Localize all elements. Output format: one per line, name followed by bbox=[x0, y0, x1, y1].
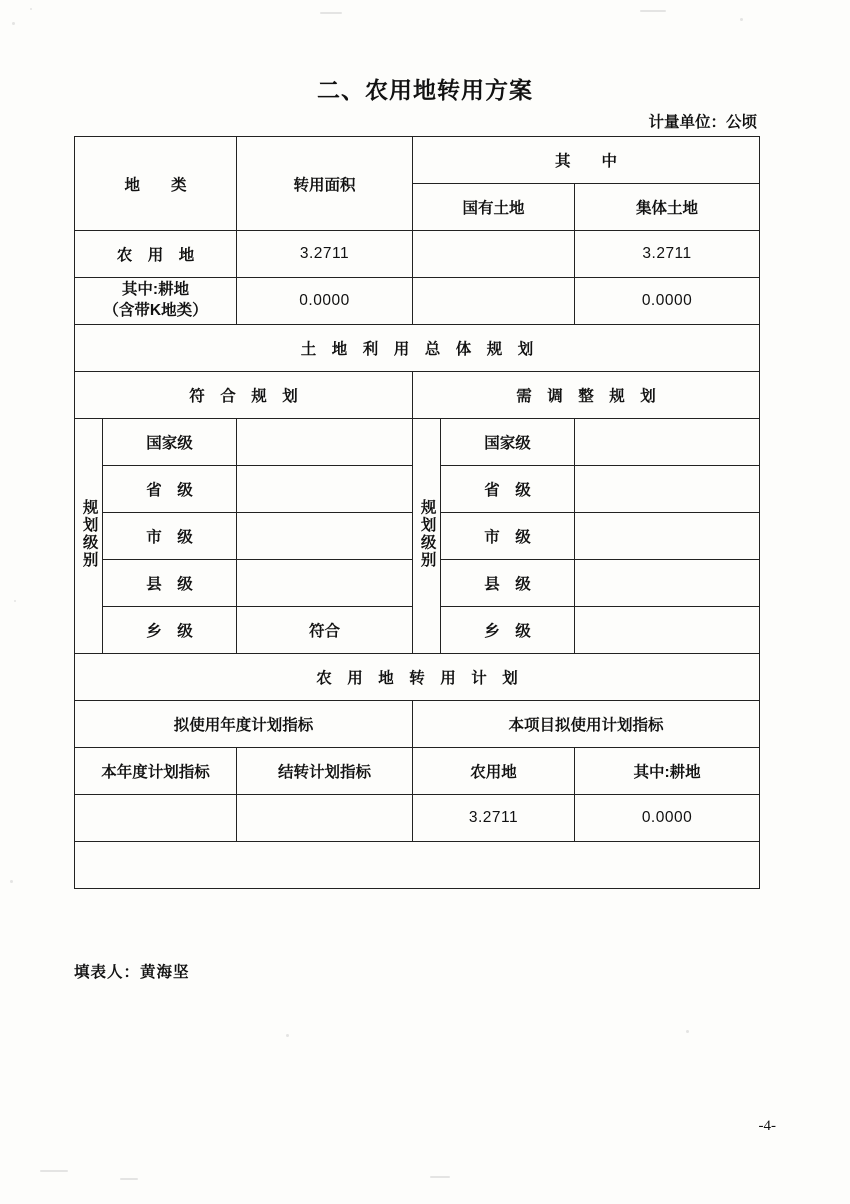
scan-speckle bbox=[320, 12, 342, 14]
label-plan-level-right: 规划级别 bbox=[413, 419, 441, 654]
notes-row bbox=[75, 842, 760, 889]
label-plan-level-left: 规划级别 bbox=[75, 419, 103, 654]
quota-value-row bbox=[75, 795, 760, 842]
banner-conversion-quota: 农 用 地 转 用 计 划 bbox=[75, 654, 760, 701]
form-filler-name: 填表人：黄海坚 bbox=[74, 964, 190, 981]
level-name-township-right: 乡 级 bbox=[441, 607, 575, 654]
level-name-national-left: 国家级 bbox=[103, 419, 237, 466]
level-value-provincial-right bbox=[575, 466, 760, 513]
level-value-municipal-right bbox=[575, 513, 760, 560]
scan-speckle bbox=[10, 880, 13, 883]
quota-header-row bbox=[75, 748, 760, 795]
section-banner-row bbox=[75, 325, 760, 372]
header-collective-land: 集体土地 bbox=[575, 184, 760, 231]
scan-speckle bbox=[12, 22, 15, 25]
header-land-type: 地 类 bbox=[75, 137, 237, 231]
cell-area-cultivated: 0.0000 bbox=[237, 278, 413, 325]
quota-subtitle-row bbox=[75, 701, 760, 748]
quota-value-agricultural-land: 3.2711 bbox=[413, 795, 575, 842]
level-name-county-left: 县 级 bbox=[103, 560, 237, 607]
unit-label: 计量单位：公顷 bbox=[648, 114, 757, 131]
header-state-owned-land: 国有土地 bbox=[413, 184, 575, 231]
quota-col-current-year: 本年度计划指标 bbox=[75, 748, 237, 795]
subtitle-project-quota: 本项目拟使用计划指标 bbox=[413, 701, 760, 748]
page-title: 二、农用地转用方案 bbox=[317, 77, 533, 103]
row-label-cultivated-line1: 其中:耕地 bbox=[121, 281, 190, 299]
table-row bbox=[75, 231, 760, 278]
scan-speckle bbox=[120, 1178, 138, 1180]
land-conversion-table bbox=[74, 136, 760, 889]
level-value-national-right bbox=[575, 419, 760, 466]
level-name-municipal-right: 市 级 bbox=[441, 513, 575, 560]
scan-speckle bbox=[14, 600, 16, 602]
level-value-county-left bbox=[237, 560, 413, 607]
quota-col-agricultural-land: 农用地 bbox=[413, 748, 575, 795]
row-label-agricultural-land: 农 用 地 bbox=[75, 231, 237, 278]
level-value-provincial-left bbox=[237, 466, 413, 513]
section-banner-row bbox=[75, 654, 760, 701]
quota-col-carryover: 结转计划指标 bbox=[237, 748, 413, 795]
header-among-which: 其 中 bbox=[413, 137, 760, 184]
level-name-provincial-right: 省 级 bbox=[441, 466, 575, 513]
level-name-national-right: 国家级 bbox=[441, 419, 575, 466]
plan-level-row bbox=[75, 419, 760, 466]
cell-state-owned-cultivated bbox=[413, 278, 575, 325]
level-name-county-right: 县 级 bbox=[441, 560, 575, 607]
scan-speckle bbox=[740, 18, 743, 21]
table-header-row bbox=[75, 137, 760, 184]
plan-subtitle-row bbox=[75, 372, 760, 419]
page-number: -4- bbox=[758, 1118, 776, 1134]
header-converted-area: 转用面积 bbox=[237, 137, 413, 231]
level-name-municipal-left: 市 级 bbox=[103, 513, 237, 560]
quota-value-carryover bbox=[237, 795, 413, 842]
row-label-cultivated-land bbox=[75, 278, 237, 325]
row-label-cultivated-line2: （含带K地类） bbox=[103, 302, 208, 319]
quota-col-cultivated-land: 其中:耕地 bbox=[575, 748, 760, 795]
subtitle-conforms-to-plan: 符 合 规 划 bbox=[75, 372, 413, 419]
subtitle-annual-quota: 拟使用年度计划指标 bbox=[75, 701, 413, 748]
scan-speckle bbox=[686, 1030, 689, 1033]
cell-collective-cultivated: 0.0000 bbox=[575, 278, 760, 325]
cell-collective-agricultural: 3.2711 bbox=[575, 231, 760, 278]
cell-area-agricultural: 3.2711 bbox=[237, 231, 413, 278]
scan-speckle bbox=[640, 10, 666, 12]
table-row bbox=[75, 278, 760, 325]
banner-land-use-plan: 土 地 利 用 总 体 规 划 bbox=[75, 325, 760, 372]
scan-speckle bbox=[286, 1034, 289, 1037]
level-value-township-left: 符合 bbox=[237, 607, 413, 654]
level-name-provincial-left: 省 级 bbox=[103, 466, 237, 513]
notes-cell bbox=[75, 842, 760, 889]
scan-speckle bbox=[30, 8, 32, 10]
level-name-township-left: 乡 级 bbox=[103, 607, 237, 654]
scan-speckle bbox=[430, 1176, 450, 1178]
level-value-national-left bbox=[237, 419, 413, 466]
level-value-county-right bbox=[575, 560, 760, 607]
scan-speckle bbox=[40, 1170, 68, 1172]
level-value-municipal-left bbox=[237, 513, 413, 560]
cell-state-owned-agricultural bbox=[413, 231, 575, 278]
quota-value-cultivated-land: 0.0000 bbox=[575, 795, 760, 842]
subtitle-needs-plan-adjustment: 需 调 整 规 划 bbox=[413, 372, 760, 419]
quota-value-current-year bbox=[75, 795, 237, 842]
level-value-township-right bbox=[575, 607, 760, 654]
